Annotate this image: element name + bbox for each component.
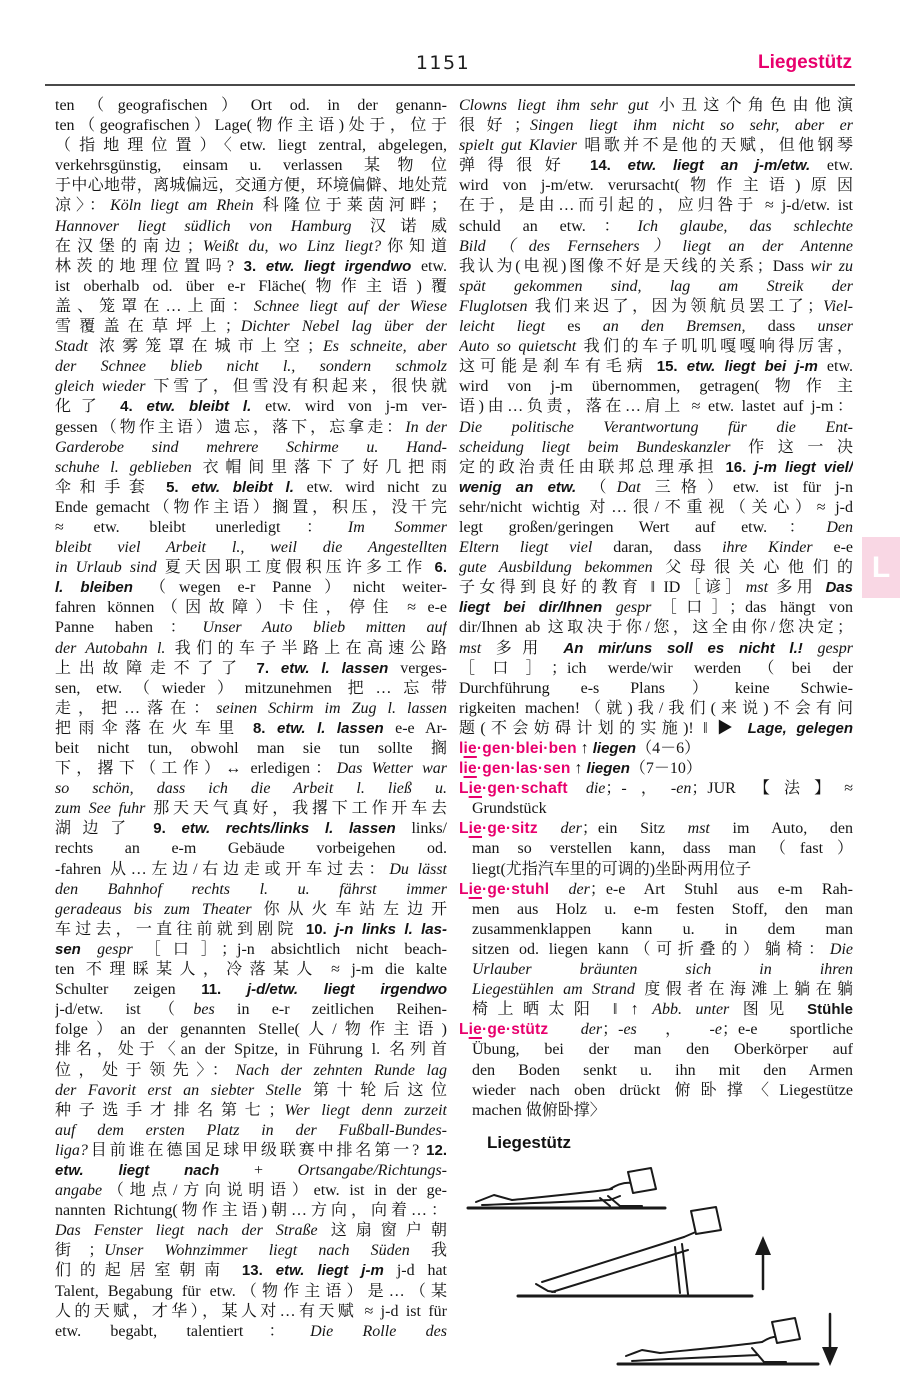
text-line: Eltern liegt viel daran, dass ihre Kinder e-e [459, 539, 853, 557]
text-line: verkehrsgünstig, einsam u. verlassen 某物位 [55, 157, 447, 175]
text-line: Urlauber bräunten sich in ihren [472, 961, 853, 979]
text-line: etw. liegt nach + Ortsangabe/Richtungs- [55, 1161, 447, 1179]
pushup-pose-down-1 [468, 1168, 665, 1208]
text-line: mst 多用 An mir/uns soll es nicht l.! gespr [459, 639, 853, 657]
text-line: 种子选手才排名第七；Wer liegt denn zurzeit [55, 1101, 447, 1119]
text-line: 湖边了 9. etw. rechts/links l. lassen links/ [55, 820, 447, 838]
text-line: folge）an der genannten Stelle(人/物作主语) [55, 1021, 447, 1039]
running-headword: Liegestütz [758, 52, 852, 73]
text-line: 椅上晒太阳 ‖ ↑ Abb. unter 图见 Stühle [472, 1001, 853, 1019]
text-line: sen gespr［口］；j-n absichtlich nicht beach- [55, 940, 447, 958]
text-line: rigkeiten machen!（就)我/我们(来说)不会有问 [459, 699, 853, 717]
text-line: zum See fuhr 那天天气真好，我撂下工作开车去 [55, 800, 447, 818]
text-line: Garderobe sind mehrere Schirme u. Hand- [55, 438, 447, 456]
text-line: der Favorit erst an siebter Stelle 第十轮后这位 [55, 1081, 447, 1099]
text-line: Liegestühlen am Strand 度假者在海滩上躺在躺 [472, 981, 853, 999]
text-line: 位，处于领先〉：Nach der zehnten Runde lag [55, 1061, 447, 1079]
header-rule [45, 84, 855, 86]
text-line: legt großen/geringen Wert auf etw.：Den [459, 518, 853, 536]
text-line: lie·gen·blei·ben ↑ liegen（4－6） [459, 740, 701, 757]
text-line: 凉〉：Köln liegt am Rhein 科隆位于莱茵河畔； [55, 197, 447, 215]
text-line: zusammenklappen kann u. in dem man [472, 920, 853, 938]
text-line: liga?目前谁在德国足球甲级联赛中排名第一? 12. [55, 1141, 447, 1159]
figure-caption: Liegestütz [487, 1133, 572, 1152]
text-line: beit nicht tun, obwohl man sie tun sollte 搁 [55, 740, 447, 757]
text-line: wenig an etw. （Dat 三格）etw. ist für j-n [459, 478, 853, 496]
text-line: sitzen od. liegen kann（可折叠的）躺椅：Die [472, 940, 853, 958]
text-line: wird von j-m übernommen, getragen(物作主 [459, 378, 853, 396]
text-line: Talent, Begabung für etw.（物作主语）是…（某 [55, 1282, 447, 1300]
text-line: ten 不理睬某人，冷落某人 ≈ j-m die kalte [55, 961, 447, 979]
down-arrow-icon [822, 1314, 838, 1366]
text-line: Grundstück [472, 800, 547, 818]
text-line: Fluglotsen 我们来迟了，因为领航员罢工了；Viel- [459, 297, 853, 315]
text-line: rechts an e-m Gebäude vorbeigehen od. [55, 840, 447, 858]
text-line: 语)由…负责，落在…肩上 ≈ etw. lastet auf j-m： [459, 398, 853, 416]
text-line: liegt bei dir/Ihnen gespr［口］；das hängt von [459, 599, 853, 617]
text-line: wieder nach oben drückt 俯卧撑〈Liegestütze [472, 1081, 853, 1099]
text-line: ten（geografischen）Ort od. in der genann- [55, 97, 447, 114]
thumb-tab-letter [862, 537, 900, 598]
text-line: man so verstellen kann, dass man（fast） [472, 840, 853, 858]
text-line: Stadt 浓雾笼罩在城市上空；Es schneite, aber [55, 338, 447, 356]
pushup-pose-up [518, 1207, 752, 1296]
text-line: 定的政治责任由联邦总理承担 16. j-m liegt viel/ [459, 458, 853, 476]
text-line: in Urlaub sind 夏天因职工度假积压许多工作 6. [55, 559, 447, 577]
text-line: 这可能是刹车有毛病 15. etw. liegt bei j-m etw. [459, 358, 853, 376]
text-line: scheidung liegt beim Bundeskanzler 作这一决 [459, 438, 853, 456]
text-line: 伞和手套 5. etw. bleibt l. etw. wird nicht zu [55, 478, 447, 496]
text-line: fahren können（因故障）卡住，停住 ≈ e-e [55, 599, 447, 617]
text-line: Clowns liegt ihm sehr gut 小丑这个角色由他演 [459, 97, 853, 114]
text-line: ten（geografischen）Lage(物作主语)处于，位于 [55, 117, 447, 135]
page-number: 1151 [415, 52, 471, 74]
text-line: spät gekommen sind, lag am Streik der [459, 277, 853, 295]
text-line: Das Fenster liegt nach der Straße 这扇窗户朝 [55, 1222, 447, 1240]
text-line: 排名，处于〈an der Spitze, in Führung l. 名列首 [55, 1041, 447, 1059]
text-line: 上出故障走不了了 7. etw. l. lassen verges- [55, 659, 447, 677]
text-line: nannten Richtung(物作主语)朝…方向，向着…： [55, 1202, 447, 1220]
text-line: 在于，是由…而引起的，应归咎于 ≈ j-d/etw. ist [459, 197, 853, 215]
text-line: 在汉堡的南边；Weißt du, wo Linz liegt?你知道 [55, 237, 447, 255]
text-line: ist oberhalb od. über e-r Fläche(物作主语)覆 [55, 277, 447, 295]
text-line: schuld an etw.：Ich glaube, das schlechte [459, 217, 853, 235]
text-line: Die politische Verantwortung für die Ent- [459, 418, 853, 436]
text-line: wird von j-m/etw. verursacht(物作主语)原因 [459, 177, 853, 195]
text-line: （指地理位置）〈etw. liegt zentral, abgelegen, [55, 137, 447, 155]
text-line: 子女得到良好的教育 ‖ ID［谚］mst 多用 Das [459, 579, 853, 597]
text-line: gessen（物作主语）遗忘，落下，忘拿走：In der [55, 418, 447, 436]
text-line: den Boden senkt u. ihn mit den Armen [472, 1061, 853, 1079]
text-line: 把雨伞落在火车里 8. etw. l. lassen e-e Ar- [55, 719, 447, 737]
text-line: so schön, dass ich die Arbeit l. ließ u. [55, 780, 447, 798]
text-line: auf dem ersten Platz in der Fußball-Bundes- [55, 1121, 447, 1139]
text-line: 人的天赋，才华），某人对…有天赋 ≈ j-d ist für [55, 1302, 447, 1320]
text-line: Auto so quietscht 我们的车子叽叽嘎嘎响得厉害， [459, 338, 853, 356]
text-line: Bild（des Fernsehers）liegt an der Antenne [459, 237, 853, 255]
text-line: 于中心地带，离城偏远，交通方便，环境偏僻、地处荒 [55, 177, 447, 195]
text-line: 雪覆盖在草坪上；Dichter Nebel lag über der [55, 318, 447, 336]
text-line: ［口］；ich werde/wir werden（bei der [459, 659, 853, 677]
text-line: Lie·ge·stütz der；-es，-e；e-e sportliche [459, 1021, 853, 1039]
thumb-tab-label: L [871, 550, 891, 584]
text-line: 盖、笼罩在…上面：Schnee liegt auf der Wiese [55, 297, 447, 315]
text-line: angabe（地点/方向说明语）etw. ist in der ge- [55, 1182, 447, 1200]
text-line: lie·gen·las·sen ↑ liegen（7－10） [459, 760, 702, 778]
text-line: 林茨的地理位置吗? 3. etw. liegt irgendwo etw. [55, 257, 447, 275]
text-line: bleibt viel Arbeit l., weil die Angestellten [55, 539, 447, 557]
text-line: j-d/etw. ist（bes in e-r zeitlichen Reihen- [55, 1001, 447, 1019]
text-line: Lie·ge·sitz der；ein Sitz mst im Auto, den [459, 820, 853, 838]
text-line: 街；Unser Wohnzimmer liegt nach Süden 我 [55, 1242, 447, 1260]
text-line: Durchführung e-s Plans）keine Schwie- [459, 679, 853, 697]
text-line: dir/Ihnen ab 这取决于你/您，这全由你/您决定； [459, 619, 853, 637]
text-line: 题(不会妨碍计划的实施)! ‖ ▶ Lage, gelegen [459, 719, 853, 737]
text-line: -fahren 从…左边/右边走或开车过去：Du lässt [55, 860, 447, 878]
left-text-column [55, 96, 447, 1342]
text-line: 弹得很好 14. etw. liegt an j-m/etw. etw. [459, 157, 853, 175]
text-line: der Schnee blieb nicht l., sondern schmolz [55, 358, 447, 376]
text-line: Ende gemacht（物作主语）搁置，积压，没干完 [55, 498, 447, 516]
text-line: Schulter zeigen 11. j-d/etw. liegt irgendwo [55, 981, 447, 999]
text-line: ≈ etw. bleibt unerledigt：Im Sommer [55, 518, 447, 536]
text-line: machen 做俯卧撑〉 [472, 1101, 606, 1119]
text-line: den Bahnhof rechts l. u. fährst immer [55, 880, 447, 898]
text-line: 们的起居室朝南 13. etw. liegt j-m j-d hat [55, 1262, 447, 1280]
up-arrow-icon [755, 1236, 771, 1289]
text-line: liegt(尤指汽车里的可调的)坐卧两用位子 [472, 860, 752, 878]
text-line: spielt gut Klavier 唱歌并不是他的天赋，但他钢琴 [459, 137, 853, 155]
text-line: 走，把…落在：seinen Schirm im Zug l. lassen [55, 699, 447, 717]
text-line: geradeaus bis zum Theater 你从火车站左边开 [55, 900, 447, 918]
text-line: 车过去，一直往前就到剧院 10. j-n links l. las- [55, 920, 447, 938]
text-line: Lie·ge·stuhl der；e-e Art Stuhl aus e-m Rah- [459, 880, 853, 898]
right-text-column [459, 96, 853, 1121]
text-line: 下，撂下（工作）↔ erledigen：Das Wetter war [55, 760, 447, 778]
text-line: etw. begabt, talentiert：Die Rolle des [55, 1322, 447, 1340]
text-line: Übung, bei der man den Oberkörper auf [472, 1041, 853, 1059]
text-line: men aus Holz u. e-m festen Stoff, den man [472, 900, 853, 918]
text-line: leicht liegt es an den Bremsen, dass unser [459, 318, 853, 336]
text-line: Panne haben：Unser Auto blieb mitten auf [55, 619, 447, 637]
text-line: 很好；Singen liegt ihm nicht so sehr, aber er [459, 117, 853, 135]
text-line: l. bleiben （wegen e-r Panne）nicht weiter- [55, 579, 447, 597]
text-line: gute Ausbildung bekommen 父母很关心他们的 [459, 559, 853, 577]
pushup-illustration [460, 1156, 860, 1394]
text-line: gleich wieder 下雪了，但雪没有积起来，很快就 [55, 378, 447, 396]
text-line: schuhe l. geblieben 衣帽间里落下了好几把雨 [55, 458, 447, 476]
pushup-pose-down-2 [618, 1318, 818, 1364]
text-line: 我认为(电视)图像不好是天线的关系；Dass wir zu [459, 257, 853, 275]
text-line: sen, etw.（wieder）mitzunehmen 把…忘带 [55, 679, 447, 697]
text-line: der Autobahn l. 我们的车子半路上在高速公路 [55, 639, 447, 657]
text-line: sehr/nicht wichtig 对…很/不重视（关心）≈ j-d [459, 498, 853, 516]
text-line: Hannover liegt südlich von Hamburg 汉诺威 [55, 217, 447, 235]
text-line: Lie·gen·schaft die；-，-en；JUR 【法】≈ [459, 780, 853, 798]
text-line: 化了 4. etw. bleibt l. etw. wird von j-m ver- [55, 398, 447, 416]
